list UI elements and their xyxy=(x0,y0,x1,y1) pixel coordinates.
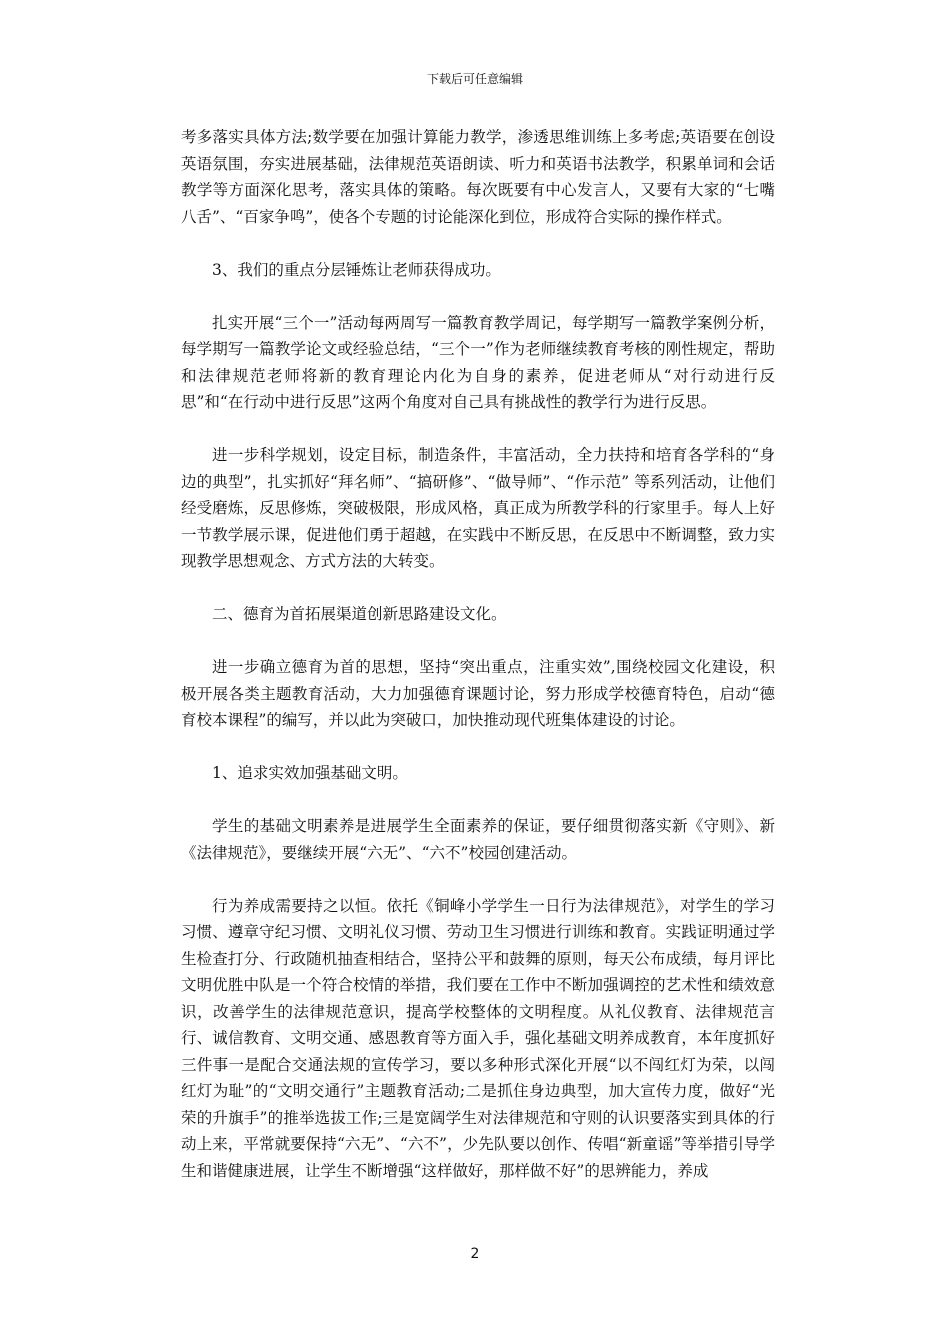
paragraph-behavior-habits: 行为养成需要持之以恒。依托《铜峰小学学生一日行为法律规范》，对学生的学习习惯、遵章守纪习惯、文明礼仪习惯、劳动卫生习惯进行训练和教育。实践证明通过学生检查打分、行政随机抽查相结合，坚持公平和鼓舞的原则，每天公布成绩，每月评比文明优胜中队是一个符合校情的举措，我们要在工作中不断加强调控的艺术性和绩效意识，改善学生的法律规范意识，提高学校整体的文明程度。从礼仪教育、法律规范言行、诚信教育、文明交通、感恩教育等方面入手，强化基础文明养成教育，本年度抓好三件事一是配合交通法规的宣传学习，要以多种形式深化开展“以不闯红灯为荣，以闯红灯为耻”的“文明交通行”主题教育活动;二是抓住身边典型，加大宣传力度，做好“光荣的升旗手”的推举选拔工作;三是宽阔学生对法律规范和守则的认识要落实到具体的行动上来，平常就要保持“六无”、“六不”，少先队要以创作、传唱“新童谣”等举措引导学生和谐健康进展，让学生不断增强“这样做好，那样做不好”的思辨能力，养成 xyxy=(181,896,775,1180)
page-number: 2 xyxy=(470,1246,480,1262)
paragraph-planning: 进一步科学规划，设定目标，制造条件，丰富活动，全力扶持和培育各学科的“身边的典型”，扎实抓好“拜名师”、“搞研修”、“做导师”、“作示范” 等系列活动，让他们经受磨炼，反思修炼，突破极限，形成风格，真正成为所教学科的行家里手。每人上好一节教学展示课，促进他们勇于超越，在实践中不断反思，在反思中不断调整，致力实现教学思想观念、方式方法的大转变。 xyxy=(181,446,775,570)
page-header: 下载后可任意编辑 xyxy=(426,72,523,86)
paragraph-heading-3: 3、我们的重点分层锤炼让老师获得成功。 xyxy=(212,260,501,279)
paragraph-basic-civility: 学生的基础文明素养是进展学生全面素养的保证，要仔细贯彻落实新《守则》、新《法律规范》，要继续开展“六无”、“六不”校园创建活动。 xyxy=(181,817,775,862)
paragraph-three-ones: 扎实开展“三个一”活动每两周写一篇教育教学周记，每学期写一篇教学案例分析，每学期写一篇教学论文或经验总结，“三个一”作为老师继续教育考核的刚性规定，帮助和法律规范老师将新的教育理论内化为自身的素养，促进老师从“对行动进行反思”和“在行动中进行反思”这两个角度对自己具有挑战性的教学行为进行反思。 xyxy=(181,313,775,411)
paragraph-section-two-heading: 二、德育为首拓展渠道创新思路建设文化。 xyxy=(212,605,507,623)
paragraph-heading-1: 1、追求实效加强基础文明。 xyxy=(212,764,408,782)
document-body xyxy=(181,124,775,1211)
paragraph-moral-education: 进一步确立德育为首的思想，坚持“突出重点，注重实效”,围绕校园文化建设，积极开展各类主题教育活动，大力加强德育课题讨论，努力形成学校德育特色，启动“德育校本课程”的编写，并以此为突破口，加快推动现代班集体建设的讨论。 xyxy=(181,658,775,729)
paragraph-continuation: 考多落实具体方法;数学要在加强计算能力教学，渗透思维训练上多考虑;英语要在创设英语氛围，夯实进展基础，法律规范英语朗读、听力和英语书法教学，积累单词和会话教学等方面深化思考，落实具体的策略。每次既要有中心发言人，又要有大家的“七嘴八舌”、“百家争鸣”，使各个专题的讨论能深化到位，形成符合实际的操作样式。 xyxy=(181,128,775,226)
